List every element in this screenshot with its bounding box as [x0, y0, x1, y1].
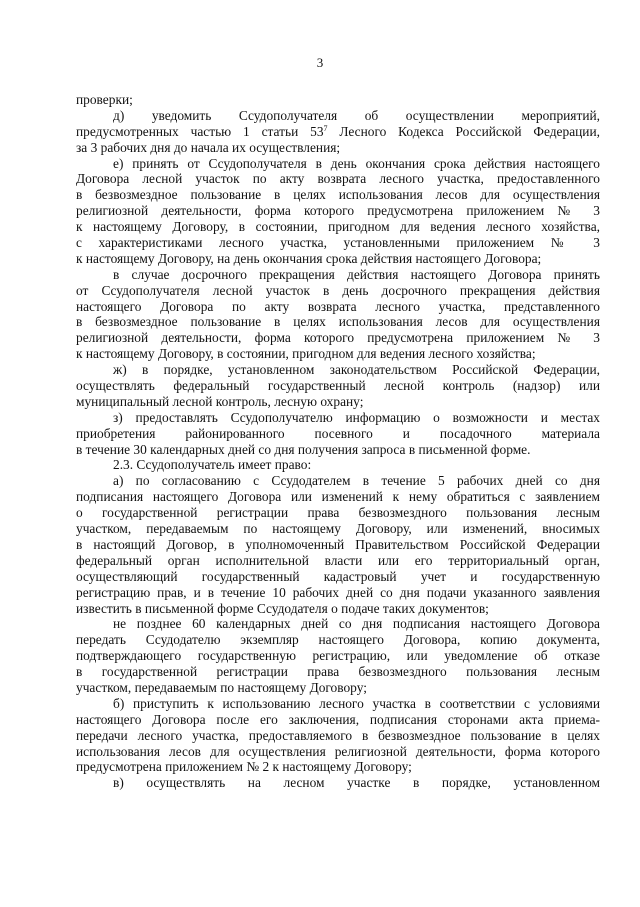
text-line	[76, 473, 600, 489]
text-line-content: проверки;	[76, 92, 133, 107]
text-line-content: настоящего Договора после его заключения, подписания сторонами акта приема-	[76, 711, 600, 727]
text-line	[76, 124, 600, 140]
text-line	[76, 156, 600, 172]
text-line-content: не позднее 60 календарных дней со дня подписания настоящего Договора	[113, 616, 600, 632]
text-line-content: в случае досрочного прекращения действия настоящего Договора принять	[113, 266, 600, 282]
text-line-content: в безвозмездное пользование в целях использования лесов для осуществления	[76, 314, 600, 330]
text-line-content: к настоящему Договору, в состоянии, пригодном для ведения лесного хозяйства;	[76, 346, 536, 362]
text-line-tail: Лесного Кодекса Российской Федерации,	[327, 123, 600, 139]
text-line	[76, 696, 600, 712]
text-line	[76, 92, 600, 108]
text-line-content: за 3 рабочих дня до начала их осуществления;	[76, 139, 341, 155]
superscript: 7	[323, 123, 328, 133]
text-line-content: в течение 30 календарных дней со дня получения запроса в письменной форме.	[76, 441, 531, 457]
text-line-content: з) предоставлять Ссудополучателю информацию о возможности и местах	[113, 409, 600, 425]
text-line-content: федеральный орган исполнительной власти или его территориальный орган,	[76, 552, 600, 568]
text-line	[76, 410, 600, 426]
text-line-content: д) уведомить Ссудополучателя об осуществлении мероприятий,	[113, 107, 600, 123]
text-line	[76, 521, 600, 537]
text-line	[76, 283, 600, 299]
text-line	[76, 394, 600, 410]
text-line	[76, 648, 600, 664]
text-line	[76, 569, 600, 585]
text-line	[76, 442, 600, 458]
text-line	[76, 616, 600, 632]
text-line-content: б) приступить к использованию лесного участка в соответствии с условиями	[113, 695, 600, 711]
text-line	[76, 775, 600, 791]
text-line-content: о государственной регистрации права безвозмездного пользования лесным	[76, 505, 600, 521]
text-line-content: в государственной регистрации права безвозмездного пользования лесным	[76, 664, 600, 680]
text-line	[76, 728, 600, 744]
text-line-content: предусмотренных частью 1 статьи 53	[76, 123, 324, 139]
document-body	[76, 92, 600, 791]
text-line	[76, 680, 600, 696]
text-line	[76, 299, 600, 315]
text-line-content: Договора лесной участок по акту возврата лесного участка, предоставленного	[76, 171, 600, 187]
text-line	[76, 108, 600, 124]
text-line-content: настоящего Договора по акту возврата лесного участка, представленного	[76, 298, 600, 314]
text-line-content: подписания настоящего Договора или изменений к нему обратиться с заявлением	[76, 489, 600, 505]
text-line-content: к настоящему Договору, на день окончания срока действия настоящего Договора;	[76, 250, 542, 266]
text-line-content: участком, передаваемым по настоящему Договору;	[76, 679, 367, 695]
text-line-content: религиозной деятельности, форма которого предусмотрена приложением № 3	[76, 203, 600, 219]
text-line-content: в) осуществлять на лесном участке в порядке, установленном	[113, 775, 600, 791]
text-line-content: передать Ссудодателю экземпляр настоящего Договора, копию документа,	[76, 632, 600, 648]
text-line	[76, 489, 600, 505]
text-line-content: к настоящему Договору, в состоянии, пригодном для ведения лесного хозяйства,	[76, 219, 600, 235]
text-line	[76, 171, 600, 187]
text-line	[76, 251, 600, 267]
text-line	[76, 744, 600, 760]
text-line	[76, 553, 600, 569]
text-line-content: е) принять от Ссудополучателя в день окончания срока действия настоящего	[113, 155, 600, 171]
text-line-content: а) по согласованию с Ссудодателем в течение 5 рабочих дней со дня	[113, 473, 600, 489]
text-line	[76, 140, 600, 156]
text-line-content: осуществлять федеральный государственный лесной контроль (надзор) или	[76, 378, 600, 394]
text-line	[76, 632, 600, 648]
text-line	[76, 346, 600, 362]
text-line-content: 2.3. Ссудополучатель имеет право:	[113, 457, 312, 473]
page-number: 3	[316, 55, 324, 70]
text-line-content: известить в письменной форме Ссудодателя о подаче таких документов;	[76, 600, 489, 616]
text-line	[76, 362, 600, 378]
text-line-content: в безвозмездное пользование в целях использования лесов для осуществления	[76, 187, 600, 203]
text-line	[76, 330, 600, 346]
text-line-content: приобретения районированного посевного и посадочного материала	[76, 425, 600, 441]
text-line-content: религиозной деятельности, форма которого предусмотрена приложением № 3	[76, 330, 600, 346]
text-line	[76, 219, 600, 235]
text-line	[76, 314, 600, 330]
text-line	[76, 759, 600, 775]
text-line	[76, 378, 600, 394]
text-line	[76, 187, 600, 203]
text-line	[76, 505, 600, 521]
text-line-content: от Ссудополучателя лесной участок в день досрочного прекращения действия	[76, 282, 600, 298]
text-line	[76, 537, 600, 553]
text-line-content: с характеристиками лесного участка, установленными приложением № 3	[76, 235, 600, 251]
text-line	[76, 457, 600, 473]
text-line-content: регистрацию прав, и в течение 10 рабочих дней со дня подачи указанного заявления	[76, 584, 600, 600]
text-line	[76, 664, 600, 680]
text-line-content: подтверждающего государственную регистрацию, или уведомление об отказе	[76, 648, 600, 664]
text-line-content: участком, передаваемым по настоящему Договору, или изменений, вносимых	[76, 521, 600, 537]
text-line-content: в настоящий Договор, в уполномоченный Правительством Российской Федерации	[76, 536, 600, 552]
text-line-content: осуществляющий государственный кадастровый учет и государственную	[76, 568, 600, 584]
text-line-content: использования лесов для осуществления религиозной деятельности, форма которого	[76, 743, 600, 759]
text-line	[76, 601, 600, 617]
text-line	[76, 235, 600, 251]
text-line	[76, 203, 600, 219]
text-line	[76, 585, 600, 601]
text-line	[76, 426, 600, 442]
text-line-content: предусмотрена приложением № 2 к настоящему Договору;	[76, 759, 412, 775]
text-line-content: передачи лесного участка, предоставляемого в безвозмездное пользование в целях	[76, 727, 600, 743]
text-line	[76, 712, 600, 728]
text-line-content: ж) в порядке, установленном законодательством Российской Федерации,	[113, 362, 600, 378]
text-line-content: муниципальный лесной контроль, лесную охрану;	[76, 393, 364, 409]
text-line	[76, 267, 600, 283]
